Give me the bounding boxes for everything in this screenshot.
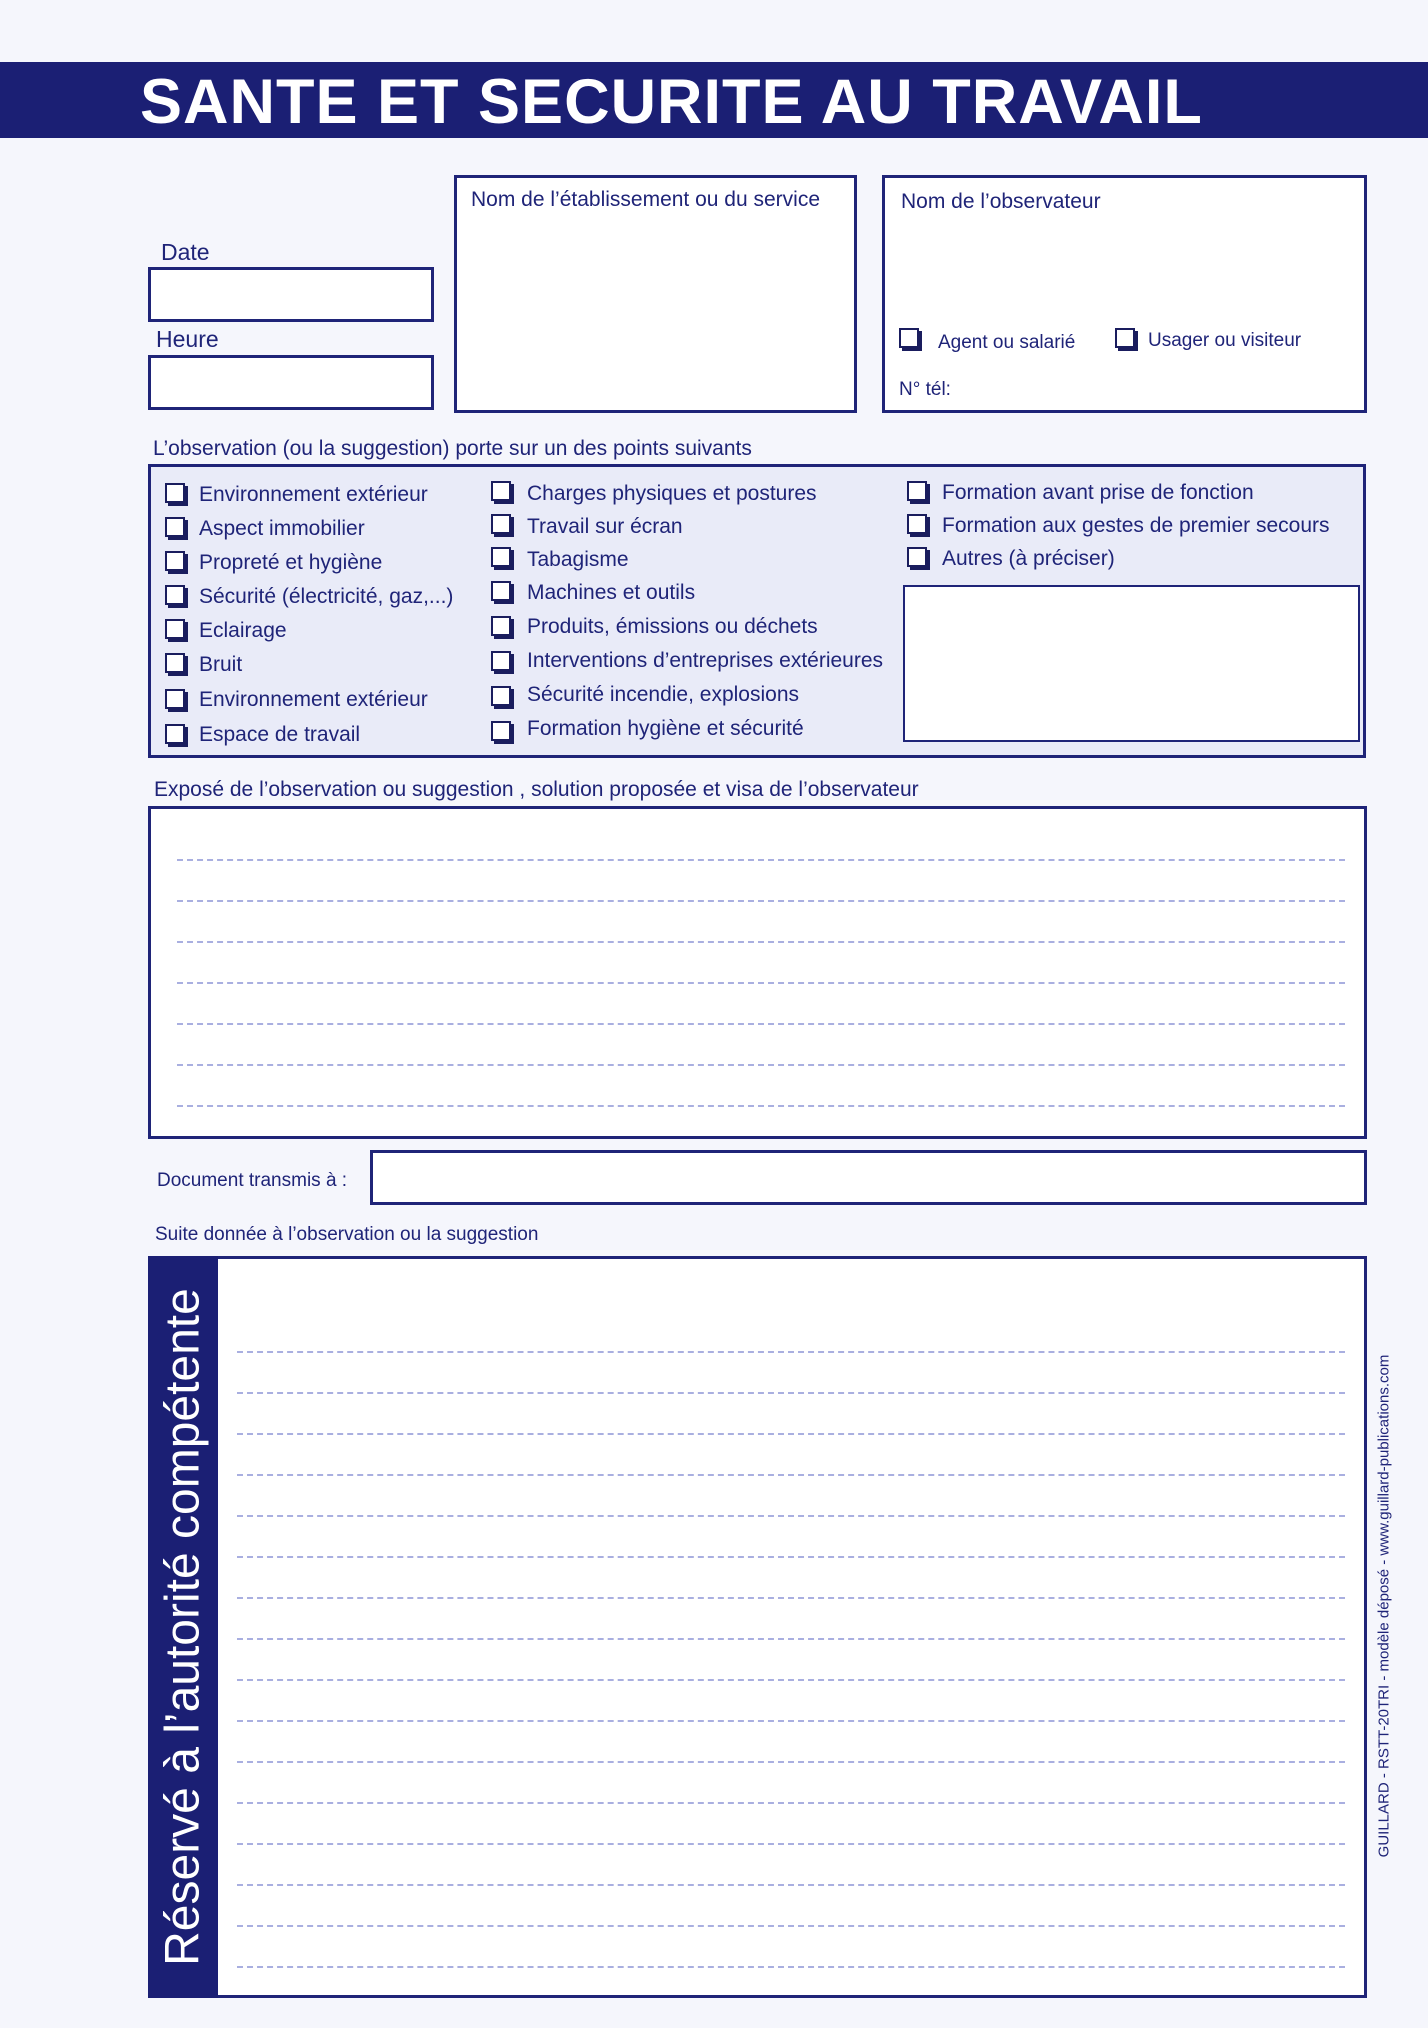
option-label: Propreté et hygiène: [199, 551, 383, 574]
page-title: SANTE ET SECURITE AU TRAVAIL: [140, 67, 1203, 137]
writing-line: [237, 1351, 1345, 1353]
date-field[interactable]: [148, 267, 434, 322]
option-label: Environnement extérieur: [199, 483, 428, 506]
writing-line: [237, 1679, 1345, 1681]
option-label: Machines et outils: [527, 581, 696, 604]
writing-line: [237, 1720, 1345, 1722]
checkbox-travail-ecran[interactable]: [491, 514, 511, 534]
usager-label: Usager ou visiteur: [1148, 330, 1302, 351]
checkbox-espace-travail[interactable]: [165, 724, 185, 744]
title-bar: [0, 62, 1428, 138]
checkbox-aspect-immobilier[interactable]: [165, 517, 185, 537]
etablissement-label: Nom de l’établissement ou du service: [471, 188, 821, 211]
checkbox-securite-electricite[interactable]: [165, 585, 185, 605]
checkbox-charges-physiques[interactable]: [491, 481, 511, 501]
option-label: Formation avant prise de fonction: [942, 481, 1254, 504]
expose-heading: Exposé de l’observation ou suggestion , solution proposée et visa de l’observateur: [154, 778, 919, 801]
writing-line: [237, 1597, 1345, 1599]
date-label: Date: [161, 239, 210, 265]
writing-line: [237, 1843, 1345, 1845]
writing-line: [177, 1105, 1345, 1107]
option-label: Produits, émissions ou déchets: [527, 615, 818, 638]
option-label: Sécurité incendie, explosions: [527, 683, 799, 706]
suite-field[interactable]: [148, 1256, 1367, 1998]
option-label: Tabagisme: [527, 548, 629, 571]
autres-precision-field[interactable]: [903, 585, 1360, 742]
writing-line: [177, 859, 1345, 861]
option-label: Autres (à préciser): [942, 547, 1115, 570]
option-label: Formation aux gestes de premier secours: [942, 514, 1330, 537]
checkbox-tabagisme[interactable]: [491, 547, 511, 567]
writing-line: [237, 1392, 1345, 1394]
checkbox-formation-prise-fonction[interactable]: [907, 481, 927, 501]
agent-label: Agent ou salarié: [938, 332, 1076, 353]
writing-line: [237, 1638, 1345, 1640]
writing-line: [237, 1761, 1345, 1763]
writing-line: [237, 1433, 1345, 1435]
option-label: Formation hygiène et sécurité: [527, 717, 804, 740]
suite-heading: Suite donnée à l’observation ou la suggestion: [155, 1224, 539, 1245]
option-label: Eclairage: [199, 619, 287, 642]
heure-field[interactable]: [148, 355, 434, 410]
transmis-label: Document transmis à :: [157, 1170, 348, 1191]
usager-checkbox[interactable]: [1115, 328, 1135, 348]
option-label: Espace de travail: [199, 723, 361, 746]
option-label: Bruit: [199, 653, 243, 676]
writing-line: [177, 982, 1345, 984]
reserved-label: Réservé à l’autorité compétente: [156, 1288, 210, 1966]
writing-line: [177, 900, 1345, 902]
checkbox-bruit[interactable]: [165, 653, 185, 673]
checkbox-proprete-hygiene[interactable]: [165, 551, 185, 571]
option-label: Environnement extérieur: [199, 688, 428, 711]
checkbox-formation-hygiene[interactable]: [491, 721, 511, 741]
writing-line: [237, 1556, 1345, 1558]
option-label: Travail sur écran: [527, 515, 683, 538]
checkbox-machines-outils[interactable]: [491, 581, 511, 601]
writing-line: [237, 1925, 1345, 1927]
observateur-label: Nom de l’observateur: [901, 190, 1101, 213]
option-label: Aspect immobilier: [199, 517, 365, 540]
checkbox-produits-emissions[interactable]: [491, 616, 511, 636]
writing-line: [177, 941, 1345, 943]
writing-line: [177, 1023, 1345, 1025]
agent-checkbox[interactable]: [899, 328, 919, 348]
checkbox-eclairage[interactable]: [165, 619, 185, 639]
writing-line: [237, 1802, 1345, 1804]
checkbox-interventions-entreprises[interactable]: [491, 651, 511, 671]
writing-line: [237, 1966, 1345, 1968]
checkbox-securite-incendie[interactable]: [491, 686, 511, 706]
writing-line: [237, 1884, 1345, 1886]
observateur-field[interactable]: [882, 175, 1367, 413]
checkbox-environnement-exterieur[interactable]: [165, 483, 185, 503]
option-label: Interventions d’entreprises extérieures: [527, 649, 884, 672]
reserved-band: [148, 1256, 218, 1998]
checkbox-environnement-exterieur-2[interactable]: [165, 689, 185, 709]
publisher-credit: GUILLARD - RSTT-20TRI - modèle déposé - www.guillard-publications.com: [1375, 1354, 1393, 1858]
expose-field[interactable]: [148, 806, 1367, 1139]
etablissement-field[interactable]: [454, 175, 857, 413]
heure-label: Heure: [156, 326, 219, 352]
checkbox-formation-premier-secours[interactable]: [907, 514, 927, 534]
writing-line: [237, 1515, 1345, 1517]
transmis-field[interactable]: [370, 1150, 1367, 1205]
option-label: Charges physiques et postures: [527, 482, 817, 505]
writing-line: [177, 1064, 1345, 1066]
tel-label: N° tél:: [899, 379, 951, 400]
writing-line: [237, 1474, 1345, 1476]
observation-heading: L’observation (ou la suggestion) porte sur un des points suivants: [153, 437, 752, 460]
checkbox-autres[interactable]: [907, 547, 927, 567]
observation-options-panel: [148, 464, 1366, 758]
option-label: Sécurité (électricité, gaz,...): [199, 585, 454, 608]
